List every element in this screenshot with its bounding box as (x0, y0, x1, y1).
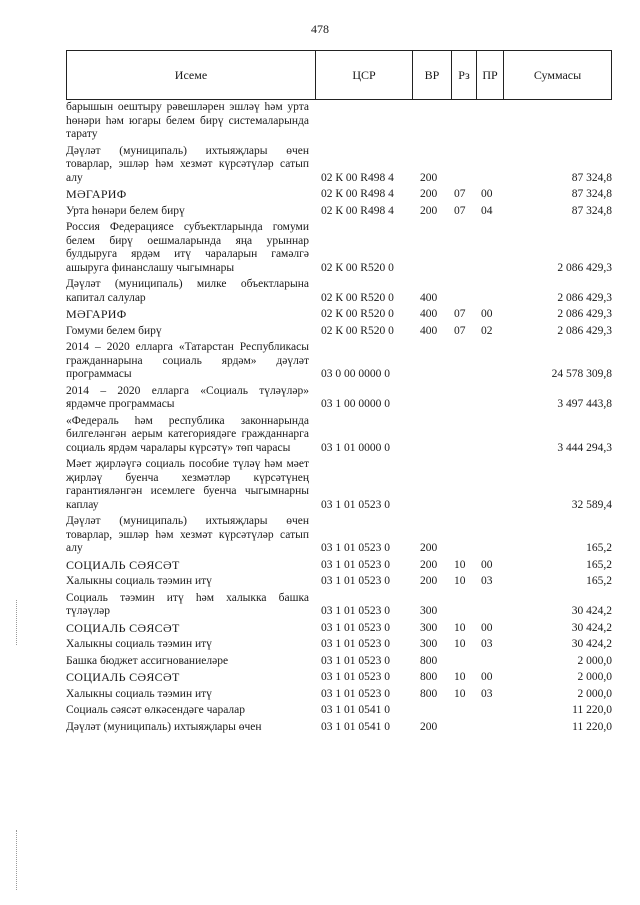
row-sum: 2 000,0 (577, 687, 612, 700)
row-csr: 03 1 01 0523 0 (321, 542, 390, 554)
row-sum: 30 424,2 (571, 638, 612, 650)
row-name: Мәет җирләүгә социаль пособие түләү һәм мәет җирләү буенча хезмәтләр күрсәтүнең гарантияләнгән исемлеге буенча чыгымнарны каплау (66, 458, 309, 511)
table-row (66, 559, 612, 573)
row-vr: 800 (420, 671, 438, 683)
row-name: Дәүләт (муниципаль) ихтыяҗлары өчен (66, 720, 262, 733)
table-row (66, 278, 612, 305)
table-row (66, 385, 612, 412)
row-sum: 32 589,4 (571, 498, 612, 511)
row-name: Дәүләт (муниципаль) ихтыяҗлары өчен товарлар, эшләр һәм хезмәт күрсәтүләр сатып алу (66, 515, 309, 554)
row-vr: 200 (420, 542, 438, 554)
header-pr: ПР (477, 51, 504, 99)
row-vr: 300 (420, 638, 438, 650)
row-sum: 165,2 (586, 575, 612, 587)
row-rz: 10 (454, 638, 466, 650)
row-name: Халыкны социаль тәэмин итү (66, 687, 212, 700)
table-row (66, 308, 612, 322)
table-row (66, 205, 612, 219)
row-pr: 00 (481, 188, 493, 200)
margin-mark (16, 600, 19, 645)
row-rz: 10 (454, 621, 466, 634)
row-sum: 2 086 429,3 (557, 308, 612, 320)
row-name: «Федераль һәм республика законнарында билгеләнгән аерым категориядәге гражданнарга социаль ярдәм чаралары күрсәтү» төп чарасы (66, 414, 309, 454)
row-sum: 165,2 (586, 558, 612, 571)
row-name: Социаль тәэмин итү һәм халыкка башка түләүләр (66, 591, 309, 617)
row-vr: 300 (420, 605, 438, 617)
row-csr: 03 1 01 0000 0 (321, 441, 390, 454)
row-csr: 02 К 00 R520 0 (321, 308, 394, 320)
row-csr: 03 1 01 0523 0 (321, 605, 390, 617)
row-pr: 00 (481, 558, 493, 571)
row-name: Дәүләт (муниципаль) милке объектларына капитал салулар (66, 278, 309, 304)
row-sum: 3 497 443,8 (557, 398, 612, 410)
table-row (66, 575, 612, 589)
row-pr: 03 (481, 687, 493, 700)
row-csr: 03 1 01 0523 0 (321, 638, 390, 650)
row-rz: 07 (454, 308, 466, 320)
row-rz: 07 (454, 324, 466, 337)
row-csr: 03 1 01 0523 0 (321, 671, 390, 683)
row-csr: 02 К 00 R498 4 (321, 204, 394, 217)
row-sum: 30 424,2 (571, 605, 612, 617)
table-header (66, 50, 612, 100)
row-rz: 10 (454, 671, 466, 683)
row-vr: 400 (420, 324, 438, 337)
row-csr: 02 К 00 R498 4 (321, 171, 394, 184)
table-row (66, 415, 612, 456)
row-name: МӘГАРИФ (66, 307, 127, 321)
row-sum: 2 086 429,3 (557, 324, 612, 337)
row-name: барышын оештыру рәвешләрен эшләү һәм урта һөнәри һәм югары белем бирү системаларында тарату (66, 101, 309, 140)
row-rz: 10 (454, 687, 466, 700)
row-vr: 200 (420, 188, 438, 200)
row-csr: 03 1 01 0541 0 (321, 720, 390, 733)
row-sum: 87 324,8 (571, 171, 612, 184)
header-rz: Рз (452, 51, 477, 99)
margin-mark (16, 830, 19, 890)
row-vr: 300 (420, 621, 438, 634)
row-name: МӘГАРИФ (66, 187, 127, 201)
table-row (66, 688, 612, 702)
row-pr: 00 (481, 621, 493, 634)
row-pr: 03 (481, 638, 493, 650)
row-name: Дәүләт (муниципаль) ихтыяҗлары өчен товарлар, эшләр һәм хезмәт күрсәтүләр сатып алу (66, 144, 309, 184)
row-sum: 2 086 429,3 (557, 261, 612, 274)
header-csr: ЦСР (316, 51, 413, 99)
row-vr: 400 (420, 291, 438, 304)
row-csr: 03 0 00 0000 0 (321, 368, 390, 380)
row-csr: 03 1 01 0523 0 (321, 558, 390, 571)
row-name: Халыкны социаль тәэмин итү (66, 638, 212, 650)
row-name: Башка бюджет ассигнованиеләре (66, 654, 229, 667)
row-csr: 03 1 00 0000 0 (321, 398, 390, 410)
row-name: Гомуми белем бирү (66, 324, 162, 337)
table-body (66, 101, 612, 737)
table-row (66, 515, 612, 556)
header-vr: ВР (413, 51, 452, 99)
row-pr: 00 (481, 308, 493, 320)
row-name: 2014 – 2020 елларга «Социаль түләүләр» ярдәмче программасы (66, 384, 309, 410)
row-csr: 03 1 01 0541 0 (321, 704, 390, 716)
row-sum: 11 220,0 (572, 704, 612, 716)
row-sum: 2 000,0 (577, 654, 612, 667)
row-sum: 30 424,2 (571, 621, 612, 634)
row-pr: 02 (481, 324, 493, 337)
table-row (66, 188, 612, 202)
header-sum: Суммасы (533, 67, 582, 82)
row-name: СОЦИАЛЬ СӘЯСӘТ (66, 620, 180, 635)
table-row (66, 592, 612, 619)
table-row (66, 101, 612, 142)
row-sum: 2 086 429,3 (557, 291, 612, 304)
table-row (66, 721, 612, 735)
row-csr: 03 1 01 0523 0 (321, 575, 390, 587)
row-name: СОЦИАЛЬ СӘЯСӘТ (66, 557, 180, 572)
row-vr: 200 (420, 171, 438, 184)
table-row (66, 458, 612, 512)
row-vr: 200 (420, 558, 438, 571)
row-vr: 400 (420, 308, 438, 320)
row-name: Россия Федерациясе субъектларында гомуми белем бирү оешмаларында яңа урыннар булдыруга ярдәм итү чараларын гамәлгә ашыруга финанслашу чыгымнары (66, 221, 309, 274)
row-csr: 02 К 00 R498 4 (321, 188, 394, 200)
table-row (66, 638, 612, 652)
row-vr: 200 (420, 575, 438, 587)
row-pr: 04 (481, 204, 493, 217)
header-name: Исеме (67, 51, 316, 99)
row-name: 2014 – 2020 елларга «Татарстан Республикасы гражданнарына социаль ярдәм» дәүләт программасы (66, 341, 309, 380)
table-row (66, 622, 612, 636)
row-pr: 03 (481, 575, 493, 587)
table-row (66, 325, 612, 339)
row-rz: 10 (454, 558, 466, 571)
row-csr: 02 К 00 R520 0 (321, 291, 394, 304)
row-csr: 02 К 00 R520 0 (321, 324, 394, 337)
row-vr: 800 (420, 654, 438, 667)
row-name: Урта һөнәри белем бирү (66, 204, 185, 217)
row-rz: 07 (454, 188, 466, 200)
table-row (66, 221, 612, 275)
table-row (66, 145, 612, 186)
table-row (66, 341, 612, 382)
row-csr: 03 1 01 0523 0 (321, 687, 390, 700)
row-csr: 02 К 00 R520 0 (321, 261, 394, 274)
row-sum: 165,2 (586, 542, 612, 554)
row-sum: 24 578 309,8 (551, 368, 612, 380)
row-csr: 03 1 01 0523 0 (321, 654, 390, 667)
row-sum: 11 220,0 (572, 720, 612, 733)
row-csr: 03 1 01 0523 0 (321, 621, 390, 634)
table-row (66, 671, 612, 685)
table-row (66, 655, 612, 669)
page-number: 478 (311, 22, 329, 36)
row-csr: 03 1 01 0523 0 (321, 498, 390, 511)
row-name: Социаль сәясәт өлкәсендәге чаралар (66, 704, 246, 716)
row-sum: 87 324,8 (571, 188, 612, 200)
row-sum: 2 000,0 (577, 671, 612, 683)
row-sum: 87 324,8 (571, 204, 612, 217)
row-vr: 200 (420, 720, 438, 733)
row-name: Халыкны социаль тәэмин итү (66, 575, 212, 587)
row-sum: 3 444 294,3 (557, 441, 612, 454)
table-row (66, 704, 612, 718)
row-name: СОЦИАЛЬ СӘЯСӘТ (66, 670, 180, 684)
row-vr: 800 (420, 687, 438, 700)
row-rz: 07 (454, 204, 466, 217)
row-vr: 200 (420, 204, 438, 217)
row-rz: 10 (454, 575, 466, 587)
row-pr: 00 (481, 671, 493, 683)
